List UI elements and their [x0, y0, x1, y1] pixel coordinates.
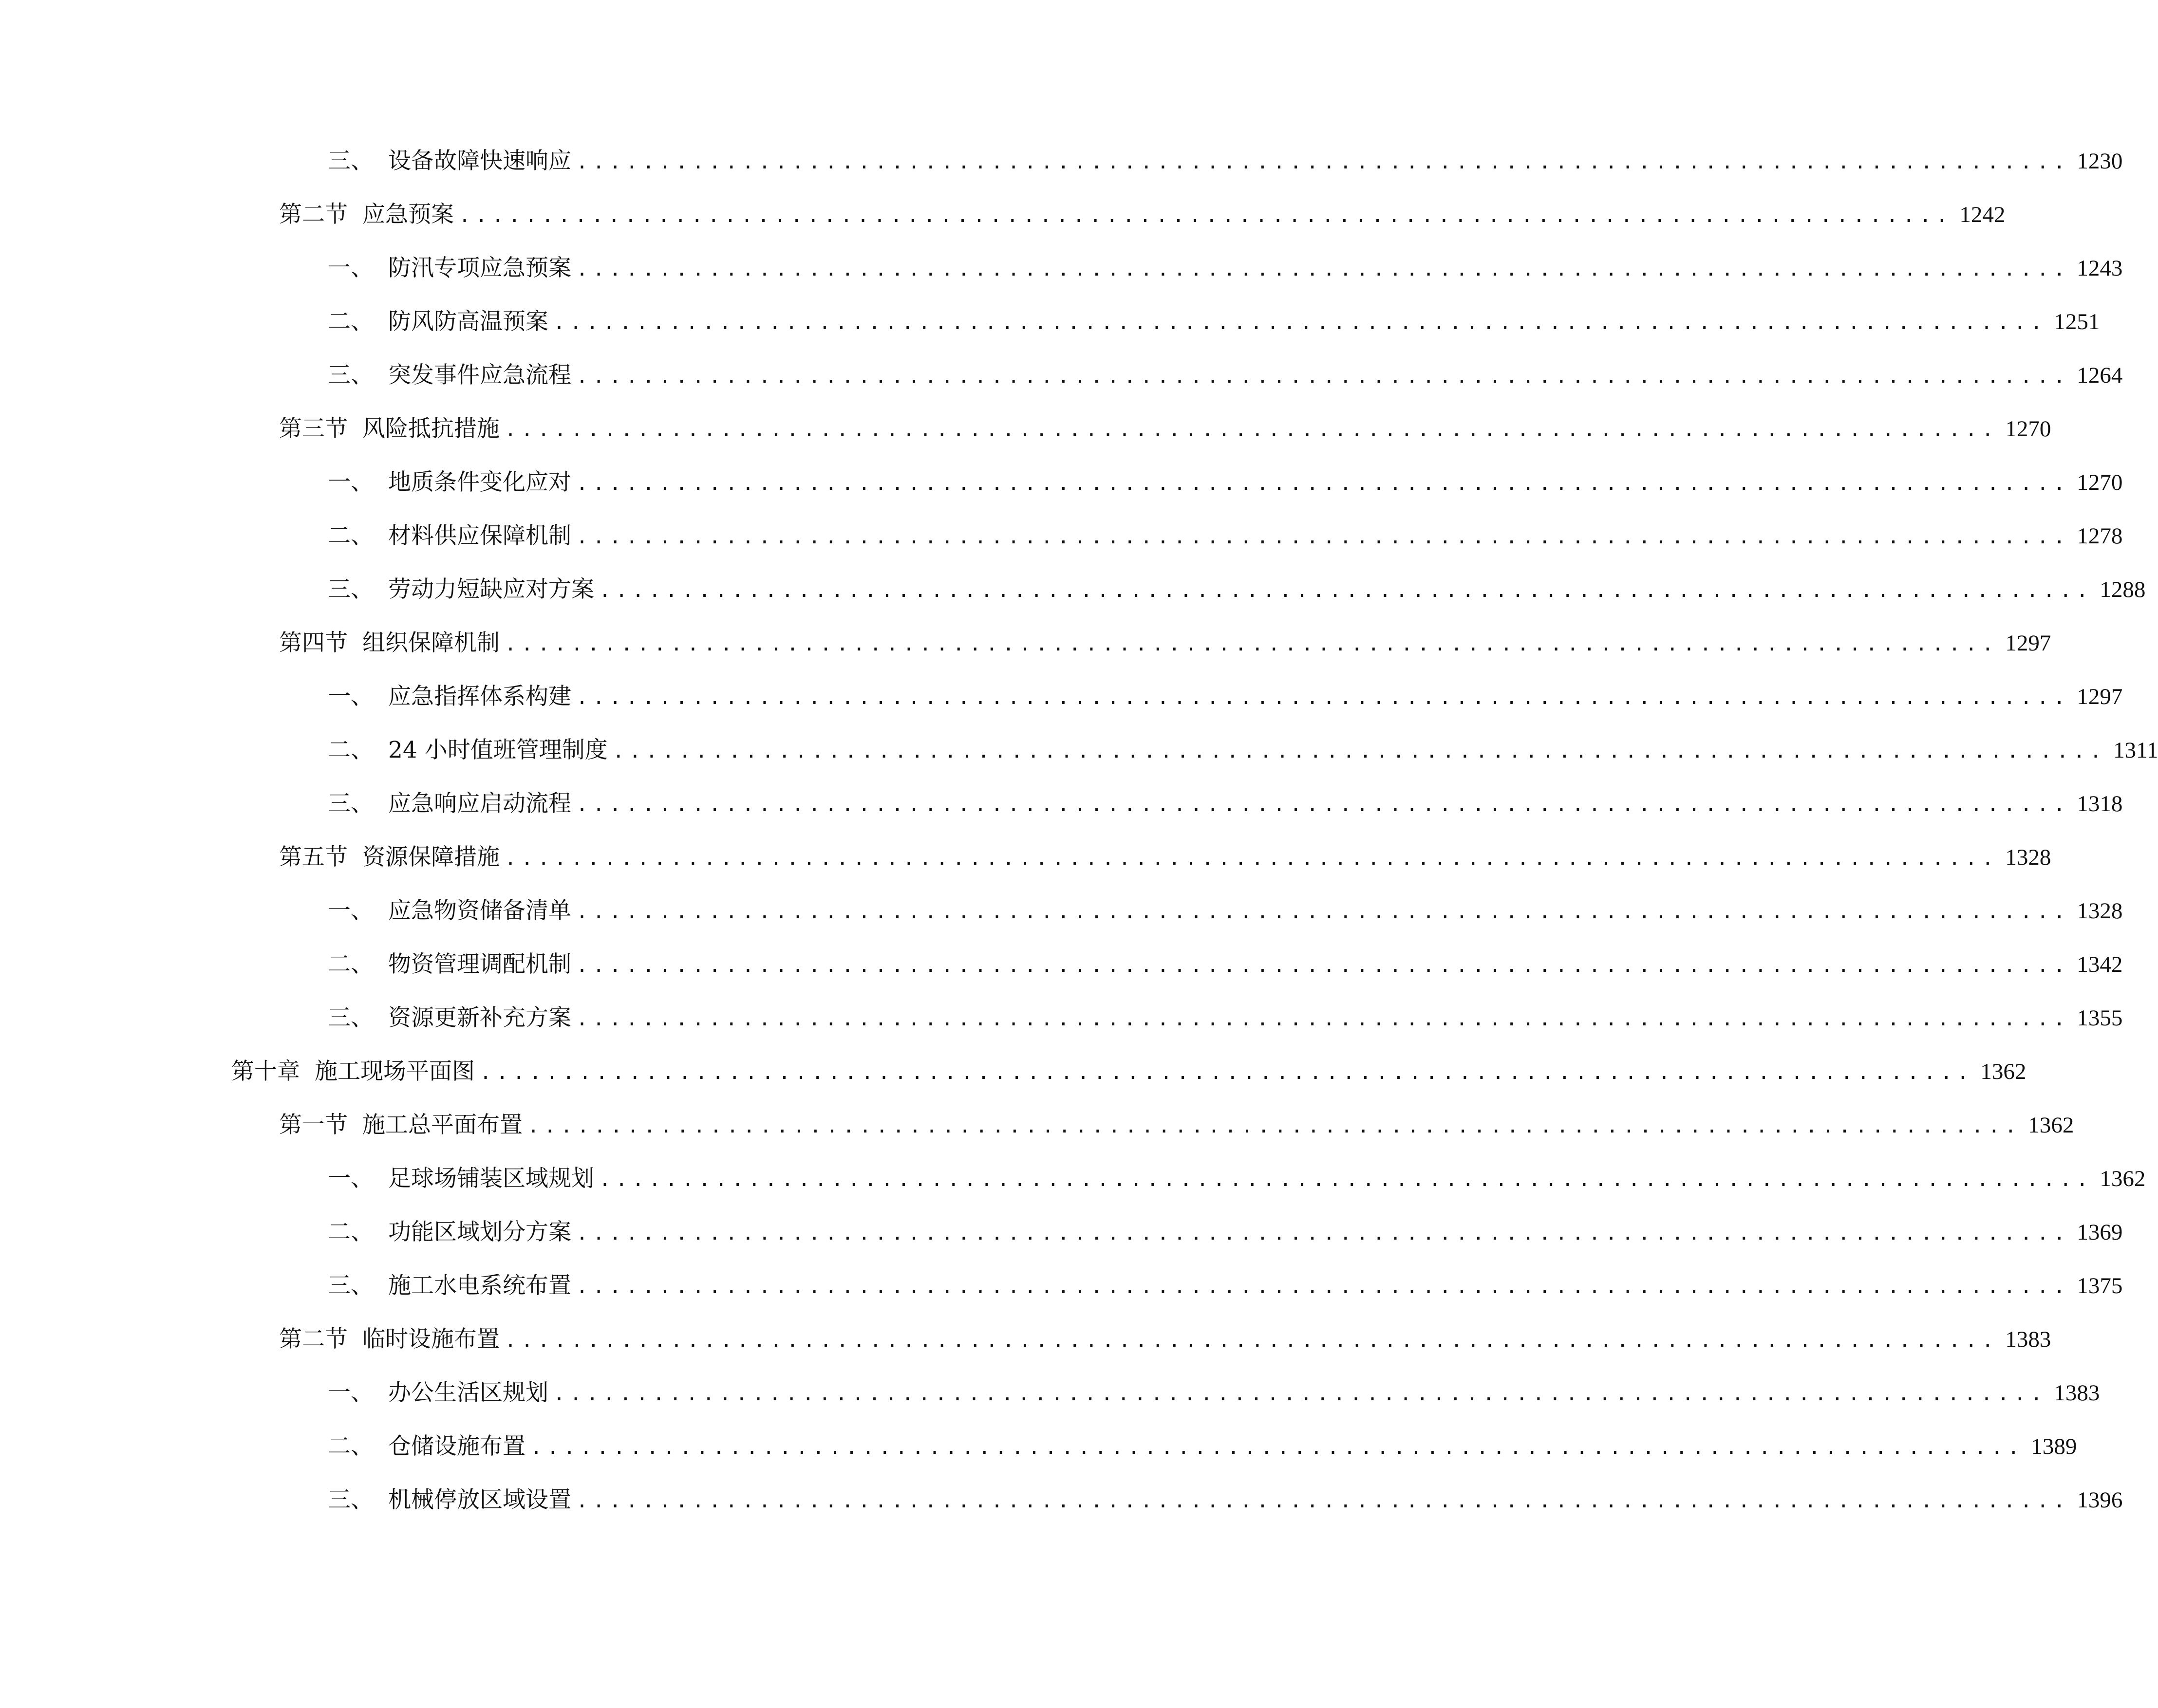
entry-title: 足球场铺装区域规划 — [388, 1165, 594, 1192]
entry-number: 三、 — [328, 576, 374, 603]
toc-entry[interactable] — [328, 1430, 2077, 1464]
entry-page-number: 1264 — [2077, 363, 2123, 388]
entry-title: 应急指挥体系构建 — [388, 683, 571, 710]
entry-page-number: 1362 — [1980, 1059, 2027, 1084]
entry-title: 劳动力短缺应对方案 — [388, 576, 594, 603]
entry-title: 地质条件变化应对 — [388, 469, 571, 496]
entry-number: 一、 — [328, 255, 374, 281]
entry-number: 二、 — [328, 1219, 374, 1245]
entry-page-number: 1243 — [2077, 256, 2123, 281]
entry-title: 组织保障机制 — [362, 630, 500, 656]
entry-page-number: 1278 — [2077, 523, 2123, 549]
entry-number: 二、 — [328, 522, 374, 549]
toc-entry[interactable] — [328, 465, 2123, 500]
entry-title: 功能区域划分方案 — [388, 1219, 571, 1245]
entry-number: 第二节 — [279, 1326, 348, 1353]
entry-page-number: 1270 — [2077, 470, 2123, 495]
dot-leader: .......................................................................................... — [576, 954, 2070, 977]
entry-number: 三、 — [328, 1272, 374, 1299]
entry-title: 办公生活区规划 — [388, 1379, 548, 1406]
toc-entry[interactable] — [328, 1001, 2123, 1035]
dot-leader: .......................................................................................... — [576, 1276, 2070, 1298]
dot-leader: .......................................................................................... — [576, 151, 2070, 173]
entry-title: 防汛专项应急预案 — [388, 255, 571, 281]
dot-leader: .......................................................................................... — [505, 847, 1999, 870]
entry-page-number: 1375 — [2077, 1273, 2123, 1299]
dot-leader: .......................................................................................... — [576, 901, 2070, 923]
toc-entry[interactable] — [328, 305, 2100, 339]
entry-number: 二、 — [328, 308, 374, 335]
entry-title: 仓储设施布置 — [388, 1433, 525, 1460]
entry-number: 一、 — [328, 683, 374, 710]
entry-number: 三、 — [328, 790, 374, 817]
entry-page-number: 1383 — [2054, 1380, 2100, 1406]
toc-entry[interactable] — [328, 947, 2123, 982]
entry-title: 物资管理调配机制 — [388, 951, 571, 978]
entry-page-number: 1328 — [2005, 845, 2051, 870]
entry-page-number: 1355 — [2077, 1005, 2123, 1031]
entry-page-number: 1297 — [2077, 684, 2123, 709]
dot-leader: .......................................................................................... — [576, 258, 2070, 280]
dot-leader: .......................................................................................... — [576, 1008, 2070, 1030]
entry-title: 应急预案 — [362, 201, 454, 228]
dot-leader: .......................................................................................... — [599, 579, 2093, 602]
entry-number: 第五节 — [279, 844, 348, 871]
entry-page-number: 1242 — [1959, 202, 2006, 227]
toc-entry[interactable] — [279, 1322, 2051, 1356]
entry-number: 三、 — [328, 362, 374, 389]
entry-page-number: 1396 — [2077, 1487, 2123, 1513]
entry-page-number: 1297 — [2005, 631, 2051, 656]
dot-leader: .......................................................................................... — [505, 419, 1999, 441]
dot-leader: .......................................................................................... — [505, 633, 1999, 655]
entry-title: 突发事件应急流程 — [388, 362, 571, 389]
entry-number: 第一节 — [279, 1112, 348, 1138]
entry-number: 二、 — [328, 1433, 374, 1460]
dot-leader: .......................................................................................... — [527, 1115, 2022, 1137]
entry-page-number: 1251 — [2054, 309, 2100, 334]
entry-page-number: 1369 — [2077, 1220, 2123, 1245]
entry-number: 一、 — [328, 897, 374, 924]
entry-number: 一、 — [328, 469, 374, 496]
entry-page-number: 1311 — [2113, 738, 2158, 763]
toc-entry[interactable] — [328, 894, 2123, 928]
entry-title: 设备故障快速响应 — [388, 148, 571, 174]
entry-title: 临时设施布置 — [362, 1326, 500, 1353]
toc-entry[interactable] — [328, 1162, 2146, 1196]
entry-number: 一、 — [328, 1165, 374, 1192]
dot-leader: .......................................................................................... — [576, 1222, 2070, 1244]
entry-title: 风险抵抗措施 — [362, 415, 500, 442]
toc-entry[interactable] — [279, 840, 2051, 874]
entry-number: 三、 — [328, 1486, 374, 1513]
entry-title: 机械停放区域设置 — [388, 1486, 571, 1513]
dot-leader: .......................................................................................... — [459, 204, 1953, 227]
dot-leader: .......................................................................................... — [576, 526, 2070, 548]
entry-page-number: 1383 — [2005, 1327, 2051, 1352]
toc-entry[interactable] — [279, 1108, 2074, 1142]
toc-entry[interactable] — [328, 680, 2123, 714]
entry-page-number: 1270 — [2005, 416, 2051, 442]
entry-page-number: 1389 — [2031, 1434, 2077, 1459]
toc-entry[interactable] — [231, 1055, 2027, 1089]
entry-page-number: 1362 — [2100, 1166, 2146, 1191]
toc-entry[interactable] — [328, 358, 2123, 392]
entry-page-number: 1342 — [2077, 952, 2123, 977]
entry-title: 材料供应保障机制 — [388, 522, 571, 549]
toc-entry[interactable] — [328, 1483, 2123, 1517]
entry-title: 应急物资储备清单 — [388, 897, 571, 924]
entry-title: 施工现场平面图 — [315, 1058, 475, 1085]
entry-number: 第二节 — [279, 201, 348, 228]
dot-leader: .......................................................................................... — [530, 1436, 2025, 1459]
toc-entry[interactable] — [328, 519, 2123, 553]
dot-leader: .......................................................................................... — [553, 1383, 2047, 1405]
toc-entry[interactable] — [328, 1269, 2123, 1303]
entry-number: 三、 — [328, 1004, 374, 1031]
entry-title: 应急响应启动流程 — [388, 790, 571, 817]
dot-leader: .......................................................................................... — [505, 1329, 1999, 1352]
dot-leader: .......................................................................................... — [612, 740, 2107, 762]
dot-leader: .......................................................................................... — [576, 687, 2070, 709]
toc-entry[interactable] — [279, 198, 2006, 232]
entry-number: 二、 — [328, 737, 374, 763]
entry-title: 24 小时值班管理制度 — [388, 737, 608, 763]
toc-entry[interactable] — [328, 1376, 2100, 1410]
dot-leader: .......................................................................................... — [576, 365, 2070, 388]
entry-number: 二、 — [328, 951, 374, 978]
entry-title: 施工水电系统布置 — [388, 1272, 571, 1299]
toc-entry[interactable] — [328, 787, 2123, 821]
dot-leader: .......................................................................................... — [480, 1061, 1974, 1084]
dot-leader: .......................................................................................... — [576, 472, 2070, 495]
entry-number: 第三节 — [279, 415, 348, 442]
entry-page-number: 1328 — [2077, 898, 2123, 924]
toc-entry[interactable] — [328, 573, 2146, 607]
entry-number: 第十章 — [231, 1058, 300, 1085]
dot-leader: .......................................................................................... — [576, 1490, 2070, 1512]
dot-leader: .......................................................................................... — [553, 312, 2047, 334]
entry-number: 第四节 — [279, 630, 348, 656]
entry-page-number: 1362 — [2028, 1113, 2074, 1138]
entry-number: 三、 — [328, 148, 374, 174]
entry-title: 资源更新补充方案 — [388, 1004, 571, 1031]
entry-page-number: 1288 — [2100, 577, 2146, 602]
toc-entry[interactable] — [279, 626, 2051, 660]
toc-entry[interactable] — [328, 733, 2158, 767]
entry-title: 资源保障措施 — [362, 844, 500, 871]
entry-title: 施工总平面布置 — [362, 1112, 523, 1138]
dot-leader: .......................................................................................... — [599, 1169, 2093, 1191]
toc-entry[interactable] — [328, 251, 2123, 285]
dot-leader: .......................................................................................... — [576, 794, 2070, 816]
toc-entry[interactable] — [279, 412, 2051, 446]
toc-entry[interactable] — [328, 1215, 2123, 1249]
entry-page-number: 1318 — [2077, 791, 2123, 817]
entry-title: 防风防高温预案 — [388, 308, 548, 335]
entry-number: 一、 — [328, 1379, 374, 1406]
toc-entry[interactable] — [328, 144, 2123, 178]
entry-page-number: 1230 — [2077, 149, 2123, 174]
